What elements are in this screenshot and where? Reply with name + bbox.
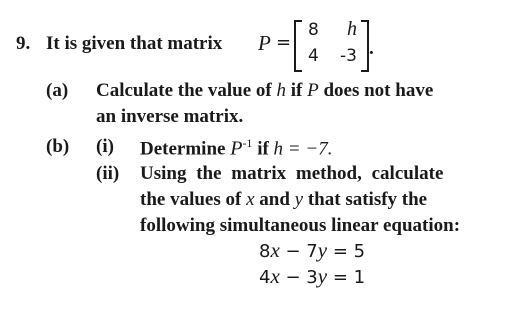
var-P: P: [307, 80, 319, 101]
var-x: x: [246, 189, 255, 210]
trailing-period: .: [369, 38, 374, 59]
matrix-cell-22: -3: [340, 46, 357, 66]
determine-text: Determine: [140, 138, 226, 160]
part-b-ii-line3: following simultaneous linear equation:: [140, 215, 461, 236]
eq2-coef-x: 4: [259, 267, 271, 288]
part-b-i-label: (i): [96, 136, 114, 157]
part-a-label: (a): [46, 80, 69, 101]
if-text: if: [257, 138, 269, 160]
part-b-ii-line1: Using the matrix method, calculate: [140, 163, 444, 184]
matrix-name: P: [258, 31, 271, 55]
part-b-label: (b): [46, 136, 70, 157]
left-bracket: [294, 20, 302, 72]
equation-2: [259, 264, 365, 289]
var-y: y: [294, 189, 304, 210]
matrix-cell-11: 8: [308, 20, 319, 40]
eq1-coef-x: 8: [259, 241, 271, 262]
part-b-i-text: [140, 136, 332, 160]
eq2-rhs: = 1: [327, 267, 366, 288]
question-stem: It is given that matrix: [46, 33, 223, 54]
eq2-var-y: y: [317, 264, 328, 288]
part-b-ii-line2: [140, 189, 427, 211]
var-h: h: [276, 80, 286, 101]
right-bracket: [361, 20, 369, 72]
eq1-var-y: y: [317, 238, 328, 262]
matrix-cell-21: 4: [308, 46, 319, 66]
ii-text-and: and: [259, 189, 290, 210]
question-number: 9.: [16, 33, 31, 54]
eq2-coef-y: − 3: [279, 267, 318, 288]
part-a-text-3: does: [323, 80, 360, 101]
matrix-cell-12: h: [347, 18, 357, 40]
ii-text-2: that satisfy the: [307, 189, 428, 210]
part-a-text-1: Calculate the value of: [96, 80, 272, 101]
part-a-line2: an inverse matrix.: [96, 106, 244, 127]
equation-1: [259, 238, 365, 263]
equals-sign: =: [276, 32, 292, 53]
emphasis-not: not: [364, 80, 391, 101]
condition-h: h = −7.: [273, 138, 333, 160]
part-a-text-4: have: [395, 80, 434, 101]
var-P-inverse: P: [230, 137, 243, 160]
inverse-superscript: -1: [242, 136, 253, 150]
part-a-text-2: if: [290, 80, 303, 101]
eq2-var-x: x: [270, 264, 280, 288]
eq1-rhs: = 5: [327, 241, 366, 262]
eq1-coef-y: − 7: [279, 241, 318, 262]
eq1-var-x: x: [270, 238, 280, 262]
part-b-ii-label: (ii): [96, 163, 120, 184]
part-a-line1: [96, 80, 433, 102]
ii-text-1: the values of: [140, 189, 242, 210]
